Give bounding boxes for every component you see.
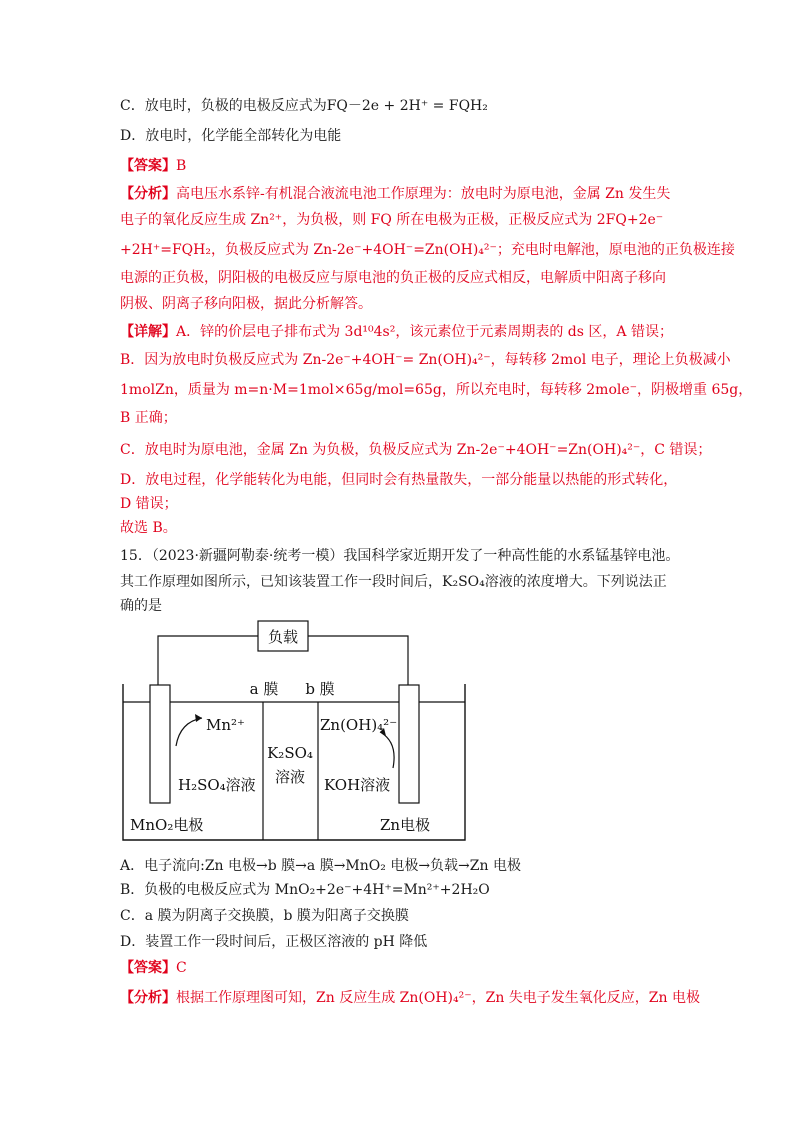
left-wire [158,636,258,685]
analysis-line-c: +2H⁺=FQH₂，负极反应式为 Zn-2e⁻+4OH⁻=Zn(OH)₄²⁻；充电时电解池，原电池的正负极连接 [120,242,735,258]
analysis-tag: 【分析】 [120,186,176,202]
analysis-line-a [120,184,670,204]
answer-tag: 【答案】 [120,158,176,174]
detail-line-end: 故选 B。 [120,520,177,536]
load-label: 负载 [267,628,299,646]
mno2-electrode [150,685,170,803]
analysis2-line-a [120,988,700,1008]
mn-arrow [176,718,202,746]
analysis-text: 高电压水系锌-有机混合液流电池工作原理为：放电时为原电池，金属 Zn 发生失 [176,186,671,202]
mno2-electrode-label: MnO₂电极 [130,816,204,834]
detail-tag: 【详解】 [120,324,176,340]
question-15-line-c: 确的是 [120,598,162,614]
option-d2-line: D．装置工作一段时间后，正极区溶液的 pH 降低 [120,934,428,950]
zn-electrode [399,685,419,803]
battery-diagram-svg [118,618,470,848]
answer-value-2: C [176,960,187,976]
option-d-line: D．放电时，化学能全部转化为电能 [120,128,342,144]
zn-arrow [380,732,394,768]
option-c2-line: C．a 膜为阴离子交换膜，b 膜为阳离子交换膜 [120,908,409,924]
analysis-tag-2: 【分析】 [120,990,176,1006]
koh-label: KOH溶液 [324,776,391,794]
zn-electrode-label: Zn电极 [380,816,431,834]
question-15-line-b: 其工作原理如图所示，已知该装置工作一段时间后，K₂SO₄溶液的浓度增大。下列说法正 [120,574,667,590]
analysis-line-b: 电子的氧化反应生成 Zn²⁺，为负极，则 FQ 所在电极为正极，正极反应式为 2FQ+2e⁻ [120,212,664,228]
analysis-line-d: 电源的正负极，阴阳极的电极反应与原电池的负正极的反应式相反，电解质中阳离子移向 [120,270,666,286]
option-b-line: B．负极的电极反应式为 MnO₂+2e⁻+4H⁺=Mn²⁺+2H₂O [120,882,490,898]
option-a-line: A．电子流向:Zn 电极→b 膜→a 膜→MnO₂ 电极→负载→Zn 电极 [120,858,521,874]
mn-ion-label: Mn²⁺ [206,716,245,734]
analysis2-text: 根据工作原理图可知，Zn 反应生成 Zn(OH)₄²⁻，Zn 失电子发生氧化反应，Zn 电极 [176,990,701,1006]
h2so4-label: H₂SO₄溶液 [178,776,256,794]
detail-line-b3: B 正确； [120,410,177,426]
zn-complex-label: Zn(OH)₄²⁻ [320,716,398,734]
b-membrane-label: b 膜 [305,680,335,698]
k2so4-label: K₂SO₄ [267,744,313,762]
detail-text: A．锌的价层电子排布式为 3d¹⁰4s²，该元素位于元素周期表的 ds 区，A 错误； [176,324,673,340]
detail-line-b1: B．因为放电时负极反应式为 Zn-2e⁻+4OH⁻= Zn(OH)₄²⁻，每转移 2mol 电子，理论上负极减小 [120,352,731,368]
detail-line-c: C．放电时为原电池，金属 Zn 为负极，负极反应式为 Zn-2e⁻+4OH⁻=Zn(OH)₄²⁻，C 错误； [120,442,712,458]
analysis-line-e: 阴极、阴离子移向阳极，据此分析解答。 [120,296,372,312]
right-wire [308,636,408,685]
option-c-line: C．放电时，负极的电极反应式为FQ－2e + 2H⁺ = FQH₂ [120,98,488,114]
answer-line-2 [120,958,187,978]
mn-arrowhead [195,714,202,722]
question-15-line-a: 15．（2023·新疆阿勒泰·统考一模）我国科学家近期开发了一种高性能的水系锰基锌电池。 [120,548,680,564]
a-membrane-label: a 膜 [249,680,279,698]
battery-diagram [118,618,470,848]
k2so4-solution-label: 溶液 [274,768,306,786]
detail-line-b2: 1molZn，质量为 m=n·M=1mol×65g/mol=65g，所以充电时，每转移 2mole⁻，阴极增重 65g， [120,382,753,398]
answer-value: B [176,158,187,174]
answer-tag-2: 【答案】 [120,960,176,976]
detail-line-d1: D．放电过程，化学能转化为电能，但同时会有热量散失，一部分能量以热能的形式转化， [120,472,678,488]
detail-line-d2: D 错误； [120,496,178,512]
detail-line-a [120,322,673,342]
answer-line-1 [120,156,186,176]
